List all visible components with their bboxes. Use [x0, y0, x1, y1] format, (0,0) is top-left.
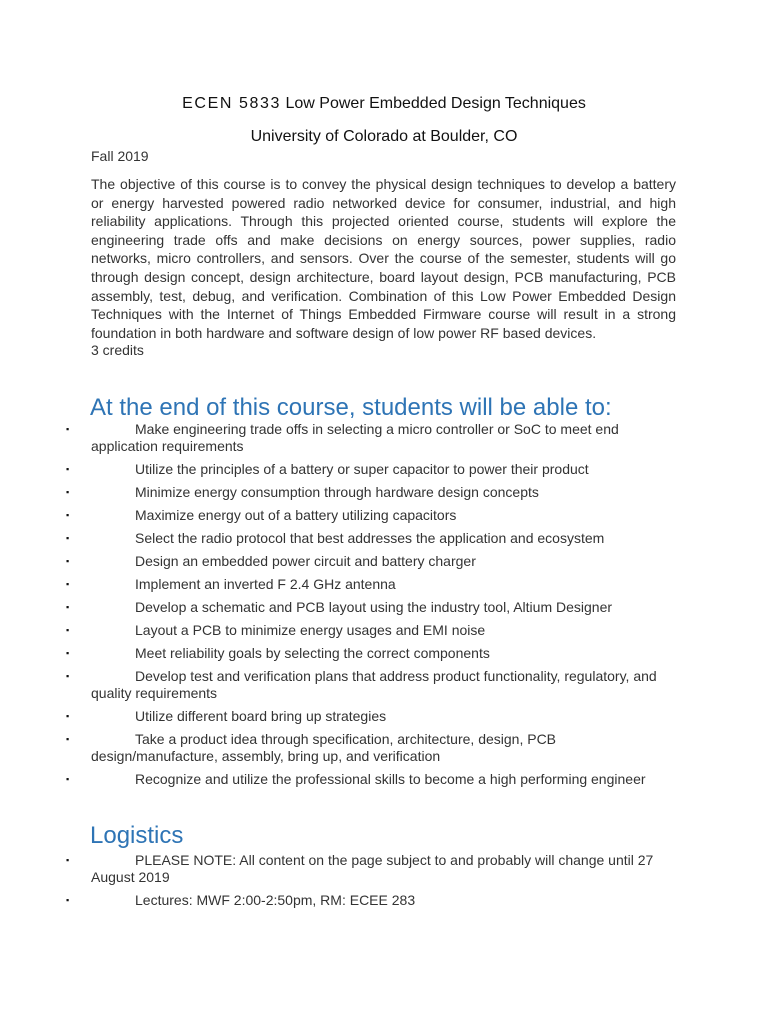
bullet-icon: ▪ [66, 424, 70, 434]
bullet-icon: ▪ [66, 648, 70, 658]
course-description: The objective of this course is to convey the physical design techniques to develop a battery or energy harvested powered radio networked device for consumer, industrial, and high reliability applications. Through this projected oriented course, students will explore the engineering trade offs and make decisions on energy sources, power supplies, radio networks, micro controllers, and sensors. Over the course of the semester, students will go through design concept, design architecture, board layout design, PCB manufacturing, PCB assembly, test, debug, and verification. Combination of this Low Power Embedded Design Techniques with the Internet of Things Embedded Firmware course will result in a strong foundation in both hardware and software design of low power RF based devices. [91, 176, 676, 341]
outcome-text: Meet reliability goals by selecting the correct components [135, 645, 490, 661]
bullet-icon: ▪ [66, 556, 70, 566]
bullet-icon: ▪ [66, 895, 70, 905]
credits-label: 3 credits [91, 342, 144, 358]
outcome-text: Minimize energy consumption through hardware design concepts [135, 484, 539, 500]
outcome-text: Develop a schematic and PCB layout using the industry tool, Altium Designer [135, 599, 613, 615]
bullet-icon: ▪ [66, 734, 70, 744]
outcomes-heading: At the end of this course, students will be able to: [90, 394, 612, 421]
outcome-text: Implement an inverted F 2.4 GHz antenna [135, 576, 396, 592]
term-label: Fall 2019 [91, 148, 149, 164]
bullet-icon: ▪ [66, 464, 70, 474]
course-name: Low Power Embedded Design Techniques [285, 95, 586, 112]
outcome-text: Maximize energy out of a battery utilizing capacitors [135, 507, 457, 523]
logistics-text: PLEASE NOTE: All content on the page subject to and probably will change until 27 August 2019 [91, 852, 654, 885]
course-title [0, 95, 768, 113]
outcome-text: Recognize and utilize the professional skills to become a high performing engineer [135, 771, 646, 787]
bullet-icon: ▪ [66, 510, 70, 520]
course-code: ECEN 5833 [182, 95, 282, 112]
institution-title: University of Colorado at Boulder, CO [250, 128, 518, 145]
logistics-text: Lectures: MWF 2:00-2:50pm, RM: ECEE 283 [135, 892, 416, 908]
outcome-text: Take a product idea through specification, architecture, design, PCB design/manufacture, assembly, bring up, and verification [91, 731, 557, 764]
bullet-icon: ▪ [66, 711, 70, 721]
bullet-icon: ▪ [66, 671, 70, 681]
outcome-text: Layout a PCB to minimize energy usages and EMI noise [135, 622, 486, 638]
bullet-icon: ▪ [66, 625, 70, 635]
bullet-icon: ▪ [66, 602, 70, 612]
bullet-icon: ▪ [66, 855, 70, 865]
logistics-heading: Logistics [90, 822, 184, 849]
outcome-text: Select the radio protocol that best addresses the application and ecosystem [135, 530, 605, 546]
outcome-text: Design an embedded power circuit and battery charger [135, 553, 476, 569]
outcome-text: Develop test and verification plans that address product functionality, regulatory, and quality requirements [91, 668, 657, 701]
bullet-icon: ▪ [66, 579, 70, 589]
outcome-text: Utilize the principles of a battery or super capacitor to power their product [135, 461, 589, 477]
bullet-icon: ▪ [66, 774, 70, 784]
bullet-icon: ▪ [66, 487, 70, 497]
outcome-text: Make engineering trade offs in selecting a micro controller or SoC to meet end application requirements [91, 421, 619, 454]
outcome-text: Utilize different board bring up strategies [135, 708, 387, 724]
bullet-icon: ▪ [66, 533, 70, 543]
